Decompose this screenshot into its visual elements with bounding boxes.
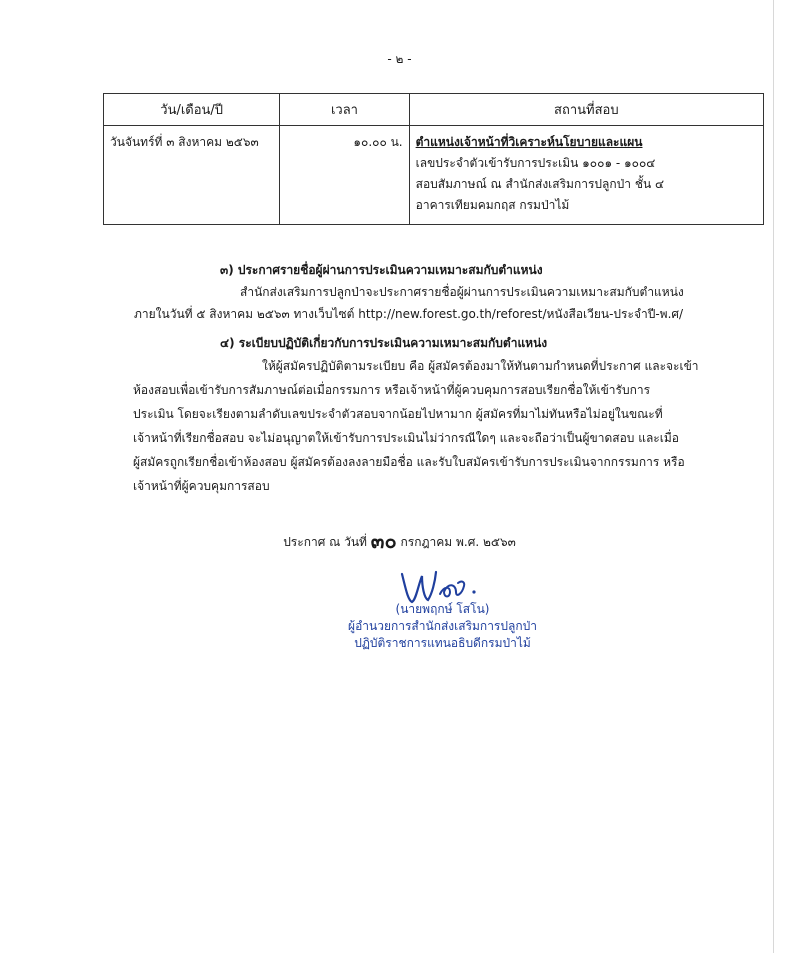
section4-text-line: ให้ผู้สมัครปฏิบัติตามระเบียบ คือ ผู้สมัครต้องมาให้ทันตามกำหนดที่ประกาศ และจะเข้า xyxy=(262,359,699,373)
section4-text-line: ผู้สมัครถูกเรียกชื่อเข้าห้องสอบ ผู้สมัครต้องลงลายมือชื่อ และรับใบสมัครเข้ารับการประเมินจากกรรมการ หรือ xyxy=(133,455,685,469)
page-number: - ๒ - xyxy=(387,52,412,66)
section3-text-line: ภายในวันที่ ๕ สิงหาคม ๒๕๖๓ ทางเว็บไซต์ http://new.forest.go.th/reforest/หนังสือเวียน-ประจำปี-พ.ศ/ xyxy=(134,307,684,321)
header-time: เวลา xyxy=(280,94,409,126)
announcement-prefix: ประกาศ ณ วันที่ xyxy=(283,535,367,549)
section4-heading: ๔) ระเบียบปฏิบัติเกี่ยวกับการประเมินความเหมาะสมกับตำแหน่ง xyxy=(220,336,548,350)
signer-title: ผู้อำนวยการสำนักส่งเสริมการปลูกป่า xyxy=(348,619,537,633)
cell-time: ๑๐.๐๐ น. xyxy=(280,126,409,225)
section4-text-line: ประเมิน โดยจะเรียงตามลำดับเลขประจำตัวสอบจากน้อยไปหามาก ผู้สมัครที่มาไม่ทันหรือไม่อยู่ในขณะที่ xyxy=(133,407,663,421)
table-header-row xyxy=(104,94,764,126)
exam-schedule-table xyxy=(103,93,764,225)
announcement-suffix: กรกฎาคม พ.ศ. ๒๕๖๓ xyxy=(400,535,516,549)
section4-text-line: เจ้าหน้าที่เรียกชื่อสอบ จะไม่อนุญาตให้เข้ารับการประเมินไม่ว่ากรณีใดๆ และจะถือว่าเป็นผู้ขาดสอบ และเมื่อ xyxy=(133,431,679,445)
header-date: วัน/เดือน/ปี xyxy=(104,94,280,126)
position-title: ตำแหน่งเจ้าหน้าที่วิเคราะห์นโยบายและแผน xyxy=(415,135,643,149)
table-row xyxy=(104,126,764,225)
location-line: เลขประจำตัวเข้ารับการประเมิน ๑๐๐๑ - ๑๐๐๔ xyxy=(415,156,656,170)
section3-text-line: สำนักส่งเสริมการปลูกป่าจะประกาศรายชื่อผู้ผ่านการประเมินความเหมาะสมกับตำแหน่ง xyxy=(240,285,684,299)
signature-block xyxy=(330,601,555,652)
location-line: สอบสัมภาษณ์ ณ สำนักส่งเสริมการปลูกป่า ชั้น ๔ xyxy=(415,177,665,191)
page-edge-line xyxy=(773,0,774,953)
section4-text-line: ห้องสอบเพื่อเข้ารับการสัมภาษณ์ต่อเมื่อกรรมการ หรือเจ้าหน้าที่ผู้ควบคุมการสอบเรียกชื่อให้เข้ารับการ xyxy=(133,383,651,397)
signer-subtitle: ปฏิบัติราชการแทนอธิบดีกรมป่าไม้ xyxy=(354,636,531,650)
header-location: สถานที่สอบ xyxy=(409,94,763,126)
announcement-date xyxy=(0,525,799,557)
signer-name: (นายพฤกษ์ โสโน) xyxy=(395,602,490,616)
cell-date: วันจันทร์ที่ ๓ สิงหาคม ๒๕๖๓ xyxy=(104,126,280,225)
section4-text-line: เจ้าหน้าที่ผู้ควบคุมการสอบ xyxy=(133,479,270,493)
announcement-day: ๓๐ xyxy=(370,529,397,553)
section3-heading: ๓) ประกาศรายชื่อผู้ผ่านการประเมินความเหมาะสมกับตำแหน่ง xyxy=(220,263,543,277)
location-line: อาคารเทียมคมกฤส กรมป่าไม้ xyxy=(415,198,570,212)
cell-location xyxy=(409,126,763,225)
